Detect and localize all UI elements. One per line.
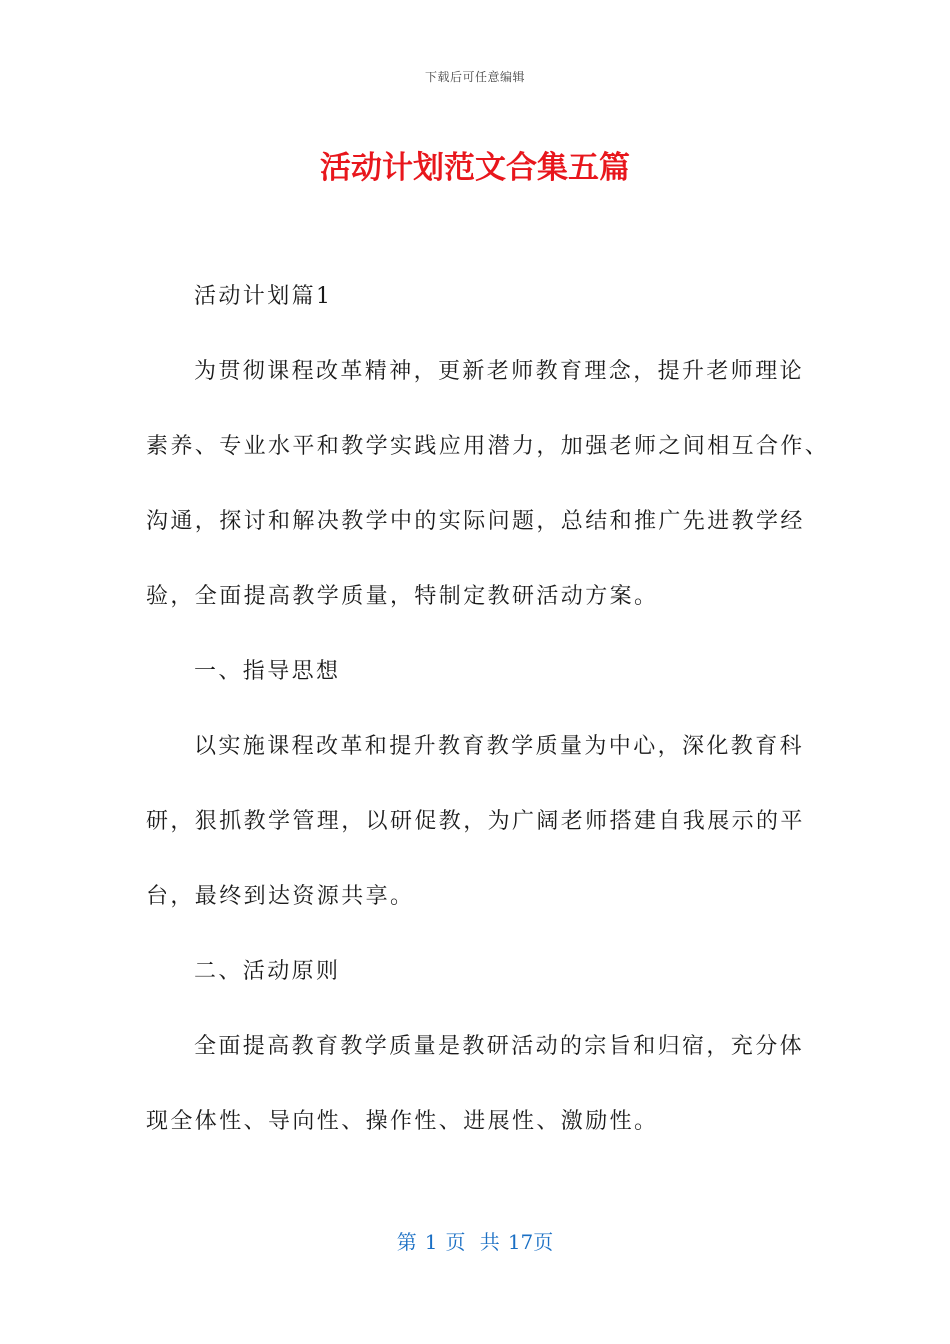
paragraph-line: 沟通，探讨和解决教学中的实际问题，总结和推广先进教学经: [146, 509, 805, 534]
footer-current-page: 1: [424, 1230, 438, 1254]
paragraph-line: 活动计划篇1: [194, 284, 333, 309]
intro-paragraph: [146, 357, 830, 612]
principles-paragraph: [146, 1032, 814, 1137]
paragraph-line: 全面提高教育教学质量是教研活动的宗旨和归宿，充分体: [194, 1034, 805, 1059]
paragraph-line: 台，最终到达资源共享。: [146, 884, 415, 909]
section-heading-guiding-thought: [146, 657, 814, 687]
header-note: 下载后可任意编辑: [424, 70, 525, 84]
document-body: [146, 282, 830, 1182]
paragraph-line: 素养、专业水平和教学实践应用潜力，加强老师之间相互合作、: [146, 434, 830, 459]
paragraph-line: 研，狠抓教学管理，以研促教，为广阔老师搭建自我展示的平: [146, 809, 805, 834]
paragraph-line: 现全体性、导向性、操作性、进展性、激励性。: [146, 1109, 659, 1134]
paragraph-line: 以实施课程改革和提升教育教学质量为中心，深化教育科: [194, 734, 805, 759]
document-title: 活动计划范文合集五篇: [320, 150, 630, 186]
paragraph-line: 验，全面提高教学质量，特制定教研活动方案。: [146, 584, 659, 609]
section-heading-principles: [146, 957, 814, 987]
guiding-thought-paragraph: [146, 732, 814, 912]
footer-total-pages: 17页: [507, 1230, 554, 1254]
footer-mid: 页 共: [445, 1230, 500, 1254]
paragraph-line: 二、活动原则: [194, 959, 341, 984]
page-number-footer: [0, 1226, 950, 1255]
section-heading-plan-1: [146, 282, 814, 312]
paragraph-line: 为贯彻课程改革精神，更新老师教育理念，提升老师理论: [194, 359, 805, 384]
footer-prefix: 第: [396, 1230, 417, 1254]
paragraph-line: 一、指导思想: [194, 659, 341, 684]
